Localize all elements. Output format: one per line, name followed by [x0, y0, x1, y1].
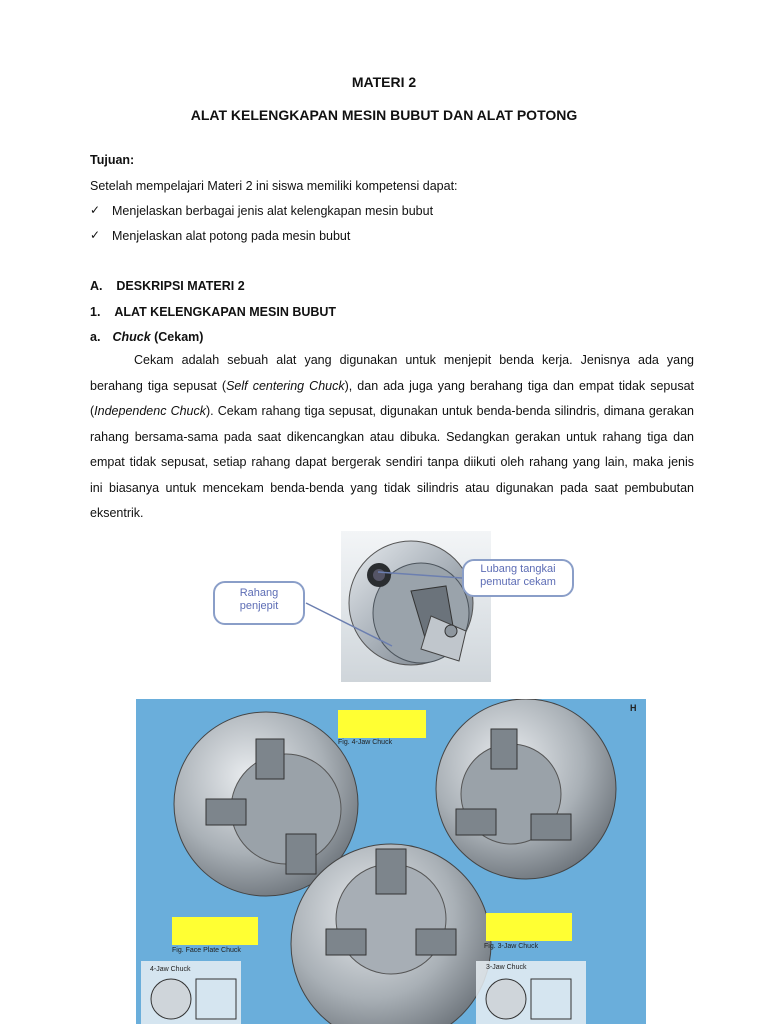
paragraph-line: ini biasanya untuk mencekam benda-benda yang tidak silindris atau digunakan pada saat pembubutan	[90, 480, 694, 495]
caption-3jaw: Fig. 3-Jaw Chuck	[484, 943, 539, 950]
section-1-heading: 1. ALAT KELENGKAPAN MESIN BUBUT	[90, 305, 337, 319]
caption-4jaw: Fig. 4-Jaw Chuck	[338, 739, 393, 746]
callout-jaw-line: penjepit	[239, 600, 279, 612]
checkmark-icon: ✓	[90, 228, 101, 242]
paragraph-line: rahang bersama-sama pada saat dikencangkan atau dibuka. Sedangkan gerakan untuk rahang tiga dan	[90, 429, 694, 444]
paragraph-line: empat tidak sepusat, setiap rahang dapat bergerak sendiri tanpa diikuti oleh rahang yang lain, maka jenis	[90, 455, 694, 469]
sub-heading-rest: (Cekam)	[150, 330, 204, 344]
document-subtitle: ALAT KELENGKAPAN MESIN BUBUT DAN ALAT POTONG	[190, 107, 578, 123]
label-4jaw: 4-Jaw Chuck	[150, 966, 191, 973]
intro-text: Setelah mempelajari Materi 2 ini siswa memiliki kompetensi dapat:	[90, 179, 458, 193]
sub-heading-prefix: a.	[90, 330, 101, 344]
callout-hole	[462, 559, 574, 597]
document-title: MATERI 2	[351, 74, 417, 90]
label-3jaw: 3-Jaw Chuck	[486, 964, 527, 971]
highlight-box	[338, 710, 426, 738]
chucks-photo	[136, 699, 646, 1024]
objective-item: Menjelaskan berbagai jenis alat kelengkapan mesin bubut	[112, 204, 434, 218]
callout-jaw-line: Rahang	[239, 587, 279, 599]
callout-jaw	[213, 581, 305, 625]
highlight-box	[486, 913, 572, 941]
sub-heading-italic: Chuck	[112, 330, 151, 344]
tujuan-label: Tujuan:	[90, 153, 135, 167]
corner-mark: H	[630, 703, 637, 713]
caption-faceplate: Fig. Face Plate Chuck	[172, 947, 241, 954]
highlight-box	[172, 917, 258, 945]
paragraph-line: Cekam adalah sebuah alat yang digunakan untuk menjepit benda kerja. Jenisnya ada yang	[134, 353, 694, 367]
objective-item: Menjelaskan alat potong pada mesin bubut	[112, 229, 351, 243]
paragraph-line: berahang tiga sepusat (Self centering Chuck), dan ada juga yang berahang tiga dan empat tidak sepusat	[90, 378, 695, 393]
callout-hole-line: Lubang tangkai	[480, 563, 556, 575]
paragraph-line: eksentrik.	[90, 506, 144, 520]
callout-hole-line: pemutar cekam	[480, 576, 556, 588]
chucks-illustration	[136, 699, 646, 1024]
checkmark-icon: ✓	[90, 203, 101, 217]
section-a-heading: A. DESKRIPSI MATERI 2	[90, 279, 245, 293]
paragraph-line: (Independenc Chuck). Cekam rahang tiga sepusat, digunakan untuk benda-benda silindris, dimana gerakan	[90, 404, 694, 418]
